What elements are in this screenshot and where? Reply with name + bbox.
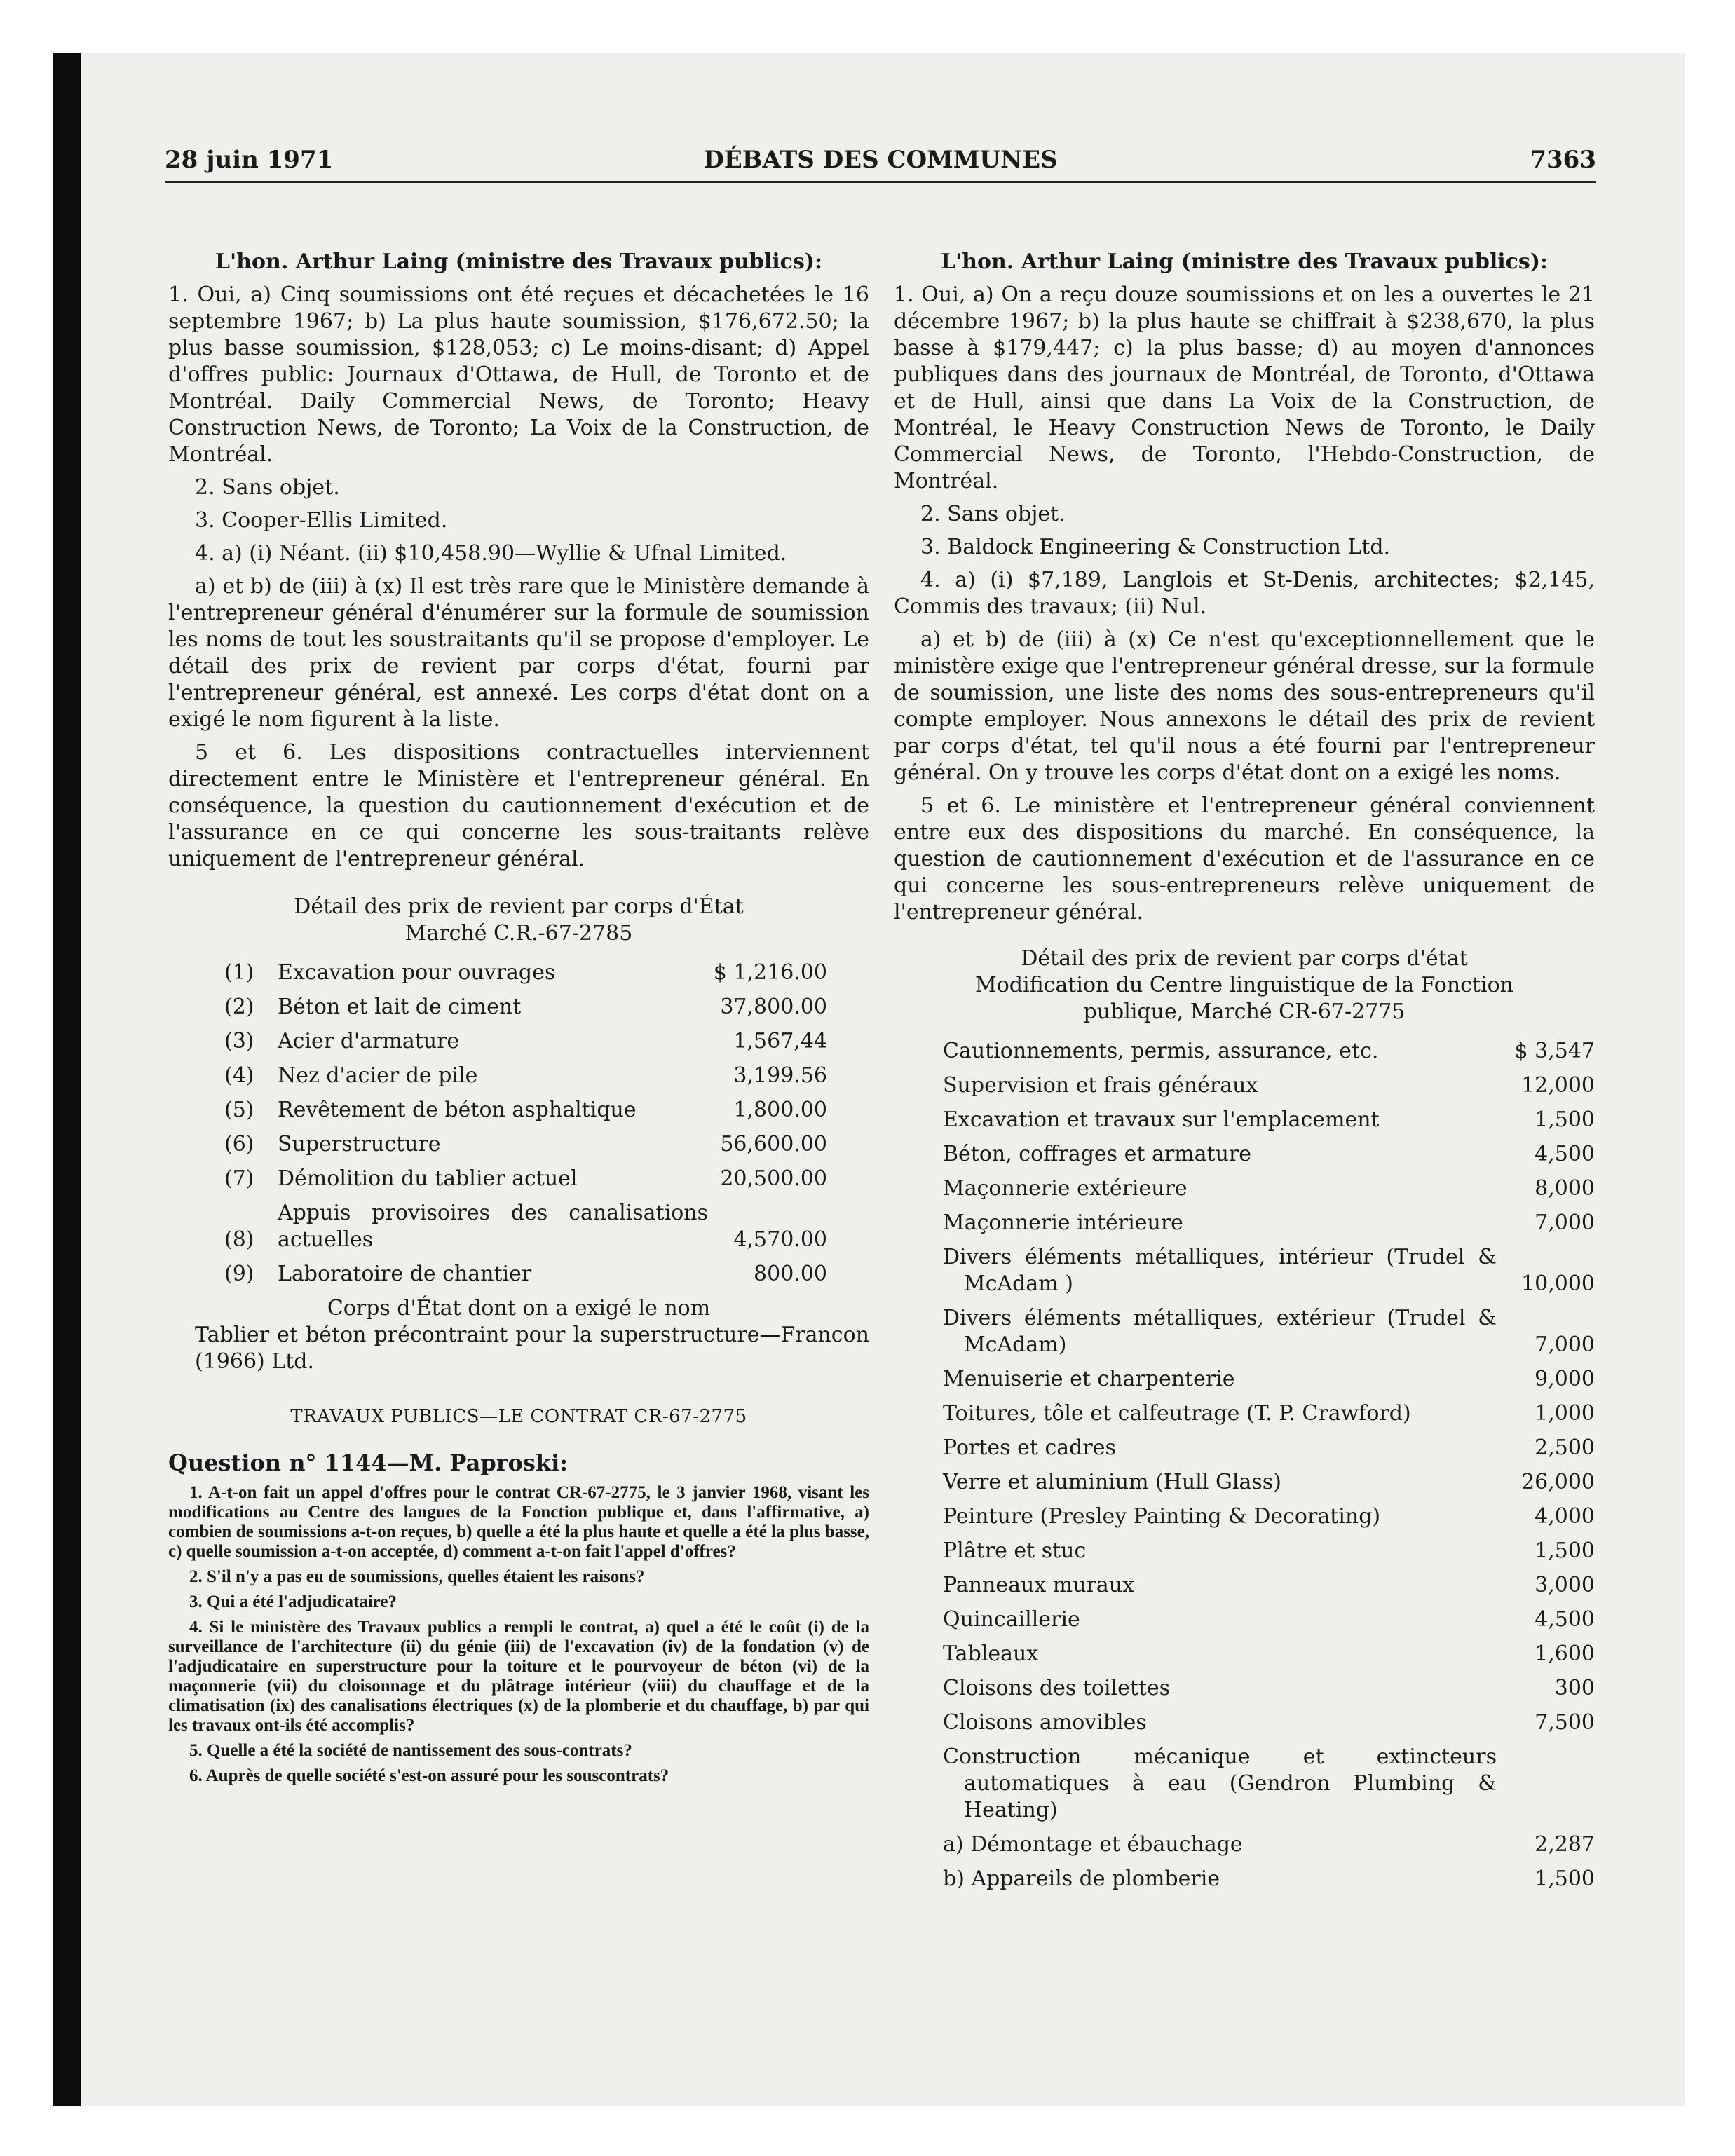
row-value: 1,500 <box>1535 1538 1595 1563</box>
row-number: (5) <box>224 1098 254 1122</box>
row-label: Tableaux <box>943 1642 1039 1666</box>
table-row <box>943 1210 1595 1236</box>
row-label: Divers éléments métalliques, intérieur (Trudel & McAdam ) <box>943 1245 1497 1296</box>
question-item: 2. S'il n'y a pas eu de soumissions, quelles étaient les raisons? <box>189 1567 645 1586</box>
corps-title: Corps d'État dont on a exigé le nom <box>327 1296 711 1321</box>
row-value: 26,000 <box>1521 1470 1595 1494</box>
answer-paragraph: 2. Sans objet. <box>195 475 340 500</box>
answer-paragraph: a) et b) de (iii) à (x) Ce n'est qu'exceptionnellement que le ministère exige que l'entrepreneur général dresse, sur la formule de soumission, une liste des noms des sous-entrepreneurs qu'il compte employer. Nous annexons le détail des prix de revient par corps d'état, tel qu'il nous a été fourni par l'entrepreneur général. On y trouve les corps d'état dont on a exigé les noms. <box>894 627 1595 785</box>
row-value: 800.00 <box>754 1262 827 1286</box>
corps-text: Tablier et béton précontraint pour la superstructure—Francon (1966) Ltd. <box>195 1323 869 1374</box>
row-value: 4,500 <box>1535 1142 1595 1166</box>
row-label: Peinture (Presley Painting & Decorating) <box>943 1504 1381 1529</box>
table-row <box>943 1572 1595 1599</box>
table-row <box>943 1072 1595 1099</box>
row-label: Excavation et travaux sur l'emplacement <box>943 1107 1380 1132</box>
question-item: 5. Quelle a été la société de nantissement des sous-contrats? <box>189 1741 632 1760</box>
table-row <box>224 1063 827 1089</box>
cost-table <box>168 960 869 1288</box>
row-value: 1,000 <box>1535 1401 1595 1426</box>
row-value: 20,500.00 <box>720 1166 827 1191</box>
row-value: 8,000 <box>1535 1176 1595 1201</box>
row-number: (3) <box>224 1029 254 1053</box>
table-row <box>943 1469 1595 1496</box>
question-item: 3. Qui a été l'adjudicataire? <box>189 1592 397 1611</box>
answer-paragraph: 1. Oui, a) Cinq soumissions ont été reçues et décachetées le 16 septembre 1967; b) La plus haute soumission, $176,672.50; la plus basse soumission, $128,053; c) Le moins-disant; d) Appel d'offres public: Journaux d'Ottawa, de Hull, de Toronto et de Montréal. Daily Commercial News, de Toronto; Heavy Construction News, de Toronto; La Voix de la Construction, de Montréal. <box>168 282 869 467</box>
row-label: Acier d'armature <box>278 1029 460 1053</box>
table-row <box>224 1261 827 1288</box>
answer-paragraph: 4. a) (i) Néant. (ii) $10,458.90—Wyllie & Ufnal Limited. <box>195 541 787 566</box>
header-title: DÉBATS DES COMMUNES <box>703 146 1058 174</box>
answer-paragraph: 2. Sans objet. <box>920 502 1066 526</box>
question-item: 6. Auprès de quelle société s'est-on assuré pour les souscontrats? <box>189 1766 669 1785</box>
table-row <box>943 1866 1595 1892</box>
table-row <box>943 1675 1595 1702</box>
row-label: Superstructure <box>278 1132 441 1157</box>
question-label: Question n° 1144—M. Paproski: <box>168 1449 569 1476</box>
table-row <box>943 1366 1595 1393</box>
question-item: 1. A-t-on fait un appel d'offres pour le contrat CR-67-2775, le 3 janvier 1968, visant les modifications au Centre des langues de la Fonction publique et, dans l'affirmative, a) combien de soumissions a-t-on reçues, b) quelle a été la plus haute et quelle a été la plus basse, c) quelle soumission a-t-on acceptée, d) comment a-t-on fait l'appel d'offres? <box>168 1483 869 1561</box>
table-title: Détail des prix de revient par corps d'état <box>1021 946 1468 971</box>
row-label: Excavation pour ouvrages <box>278 960 556 985</box>
row-label: Cloisons amovibles <box>943 1710 1147 1735</box>
row-label: Toitures, tôle et calfeutrage (T. P. Crawford) <box>943 1401 1411 1426</box>
right-column <box>894 249 1595 1900</box>
table-row <box>943 1141 1595 1168</box>
row-label: a) Démontage et ébauchage <box>943 1832 1243 1857</box>
table-row <box>943 1606 1595 1633</box>
answer-paragraph: a) et b) de (iii) à (x) Il est très rare que le Ministère demande à l'entrepreneur général d'énumérer sur la formule de soumission les noms de tout les soustraitants qu'il se propose d'employer. Le détail des prix de revient par corps d'état, fourni par l'entrepreneur général, est annexé. Les corps d'état dont on a exigé le nom figurent à la liste. <box>168 574 869 732</box>
row-label: Appuis provisoires des canalisations actuelles <box>278 1201 708 1252</box>
scan-edge-shadow <box>53 53 81 2106</box>
table-row <box>224 994 827 1021</box>
row-label: Verre et aluminium (Hull Glass) <box>943 1470 1281 1494</box>
row-label: Divers éléments métalliques, extérieur (Trudel & McAdam) <box>943 1306 1497 1357</box>
table-title: Détail des prix de revient par corps d'État <box>294 894 744 919</box>
speaker-line: L'hon. Arthur Laing (ministre des Travaux publics): <box>940 250 1549 274</box>
row-label: Revêtement de béton asphaltique <box>278 1098 637 1122</box>
table-row <box>943 1107 1595 1133</box>
row-label: Quincaillerie <box>943 1607 1080 1632</box>
row-value: 300 <box>1554 1676 1595 1700</box>
page-header <box>165 146 1596 179</box>
row-number: (4) <box>224 1063 254 1088</box>
row-value: 7,000 <box>1535 1210 1595 1235</box>
header-rule <box>165 181 1596 183</box>
table-row <box>943 1244 1595 1297</box>
row-label: Plâtre et stuc <box>943 1538 1087 1563</box>
table-row <box>224 960 827 986</box>
row-value: 12,000 <box>1521 1073 1595 1098</box>
table-row <box>943 1305 1595 1358</box>
table-row <box>943 1400 1595 1427</box>
row-value: 10,000 <box>1521 1271 1595 1296</box>
row-value: 4,570.00 <box>733 1227 827 1252</box>
row-label: Maçonnerie intérieure <box>943 1210 1183 1235</box>
row-label: b) Appareils de plomberie <box>943 1867 1220 1891</box>
row-number: (2) <box>224 995 254 1019</box>
row-value: $ 3,547 <box>1514 1039 1595 1063</box>
table-row <box>224 1200 827 1253</box>
row-value: 1,567,44 <box>733 1029 827 1053</box>
answer-paragraph: 1. Oui, a) On a reçu douze soumissions et on les a ouvertes le 21 décembre 1967; b) la plus haute se chiffrait à $238,670, la plus basse à $179,447; c) la plus basse; d) au moyen d'annonces publiques dans des journaux de Montréal, de Toronto, d'Ottawa et de Hull, ainsi que dans La Voix de la Construction, de Montréal, le Heavy Construction News de Toronto, le Daily Commercial News, de Toronto, l'Hebdo-Construction, de Montréal. <box>894 282 1595 493</box>
row-value: 37,800.00 <box>720 995 827 1019</box>
row-label: Supervision et frais généraux <box>943 1073 1258 1098</box>
row-label: Construction mécanique et extincteurs automatiques à eau (Gendron Plumbing & Heating) <box>943 1745 1497 1822</box>
row-value: 4,500 <box>1535 1607 1595 1632</box>
row-number: (9) <box>224 1262 254 1286</box>
row-value: 1,500 <box>1535 1107 1595 1132</box>
speaker-line: L'hon. Arthur Laing (ministre des Travaux publics): <box>215 250 823 274</box>
row-value: 1,800.00 <box>733 1098 827 1122</box>
cost-table <box>894 1038 1595 1892</box>
table-row <box>943 1831 1595 1858</box>
row-label: Laboratoire de chantier <box>278 1262 532 1286</box>
row-label: Portes et cadres <box>943 1435 1116 1460</box>
row-label: Cautionnements, permis, assurance, etc. <box>943 1039 1379 1063</box>
row-value: 7,000 <box>1535 1332 1595 1357</box>
table-row <box>943 1435 1595 1461</box>
row-number: (1) <box>224 960 254 985</box>
table-row <box>943 1038 1595 1065</box>
answer-paragraph: 3. Baldock Engineering & Construction Ltd. <box>920 535 1391 559</box>
row-value: 7,500 <box>1535 1710 1595 1735</box>
row-label: Béton, coffrages et armature <box>943 1142 1251 1166</box>
page-number: 7363 <box>1530 146 1596 174</box>
row-value: 2,287 <box>1535 1832 1595 1857</box>
answer-paragraph: 4. a) (i) $7,189, Langlois et St-Denis, architectes; $2,145, Commis des travaux; (ii) Nul. <box>894 568 1595 619</box>
row-value: 4,000 <box>1535 1504 1595 1529</box>
answer-paragraph: 3. Cooper-Ellis Limited. <box>195 508 448 533</box>
header-date: 28 juin 1971 <box>165 146 334 174</box>
row-value: 3,199.56 <box>733 1063 827 1088</box>
table-row <box>943 1503 1595 1530</box>
row-label: Menuiserie et charpenterie <box>943 1367 1235 1391</box>
table-subtitle: Modification du Centre linguistique de la Fonction publique, Marché CR-67-2775 <box>974 973 1514 1024</box>
table-row <box>943 1641 1595 1667</box>
row-value: 2,500 <box>1535 1435 1595 1460</box>
row-value: 1,500 <box>1535 1867 1595 1891</box>
row-label: Béton et lait de ciment <box>278 995 522 1019</box>
row-label: Démolition du tablier actuel <box>278 1166 578 1191</box>
row-number: (6) <box>224 1132 254 1157</box>
row-value: 9,000 <box>1535 1367 1595 1391</box>
table-row <box>943 1744 1595 1824</box>
section-heading: TRAVAUX PUBLICS—LE CONTRAT CR-67-2775 <box>290 1406 747 1427</box>
row-label: Panneaux muraux <box>943 1573 1135 1597</box>
left-column <box>168 249 869 1792</box>
row-label: Nez d'acier de pile <box>278 1063 478 1088</box>
question-item: 4. Si le ministère des Travaux publics a rempli le contrat, a) quel a été le coût (i) de la surveillance de l'architecture (ii) du génie (iii) de l'excavation (iv) de la fondation (v) de l'adjudicataire en superstructure pour la toiture et le pourvoyeur de béton (vi) de la maçonnerie (vii) du cloisonnage et du plâtrage intérieur (viii) du chauffage et de la climatisation (ix) des canalisations électriques (x) de la plomberie et du chauffage, b) par qui les travaux ont-ils été accomplis? <box>168 1618 869 1735</box>
row-label: Maçonnerie extérieure <box>943 1176 1188 1201</box>
row-number: (8) <box>224 1227 254 1252</box>
table-row <box>943 1175 1595 1202</box>
table-row <box>224 1097 827 1124</box>
table-row <box>224 1166 827 1192</box>
row-number: (7) <box>224 1166 254 1191</box>
table-row <box>224 1028 827 1055</box>
table-subtitle: Marché C.R.-67-2785 <box>404 921 633 946</box>
row-value: 1,600 <box>1535 1642 1595 1666</box>
row-label: Cloisons des toilettes <box>943 1676 1171 1700</box>
table-row <box>943 1538 1595 1564</box>
table-row <box>943 1710 1595 1736</box>
table-row <box>224 1131 827 1158</box>
answer-paragraph: 5 et 6. Les dispositions contractuelles interviennent directement entre le Ministère et l'entrepreneur général. En conséquence, la question du cautionnement d'exécution et de l'assurance en ce qui concerne les sous-traitants relève uniquement de l'entrepreneur général. <box>168 740 869 871</box>
row-value: $ 1,216.00 <box>713 960 827 985</box>
row-value: 56,600.00 <box>720 1132 827 1157</box>
answer-paragraph: 5 et 6. Le ministère et l'entrepreneur général conviennent entre eux des dispositions du marché. En conséquence, la question de cautionnement d'exécution et de l'assurance en ce qui concerne les sous-entrepreneurs relève uniquement de l'entrepreneur général. <box>894 793 1595 925</box>
row-value: 3,000 <box>1535 1573 1595 1597</box>
question-list <box>168 1483 869 1786</box>
